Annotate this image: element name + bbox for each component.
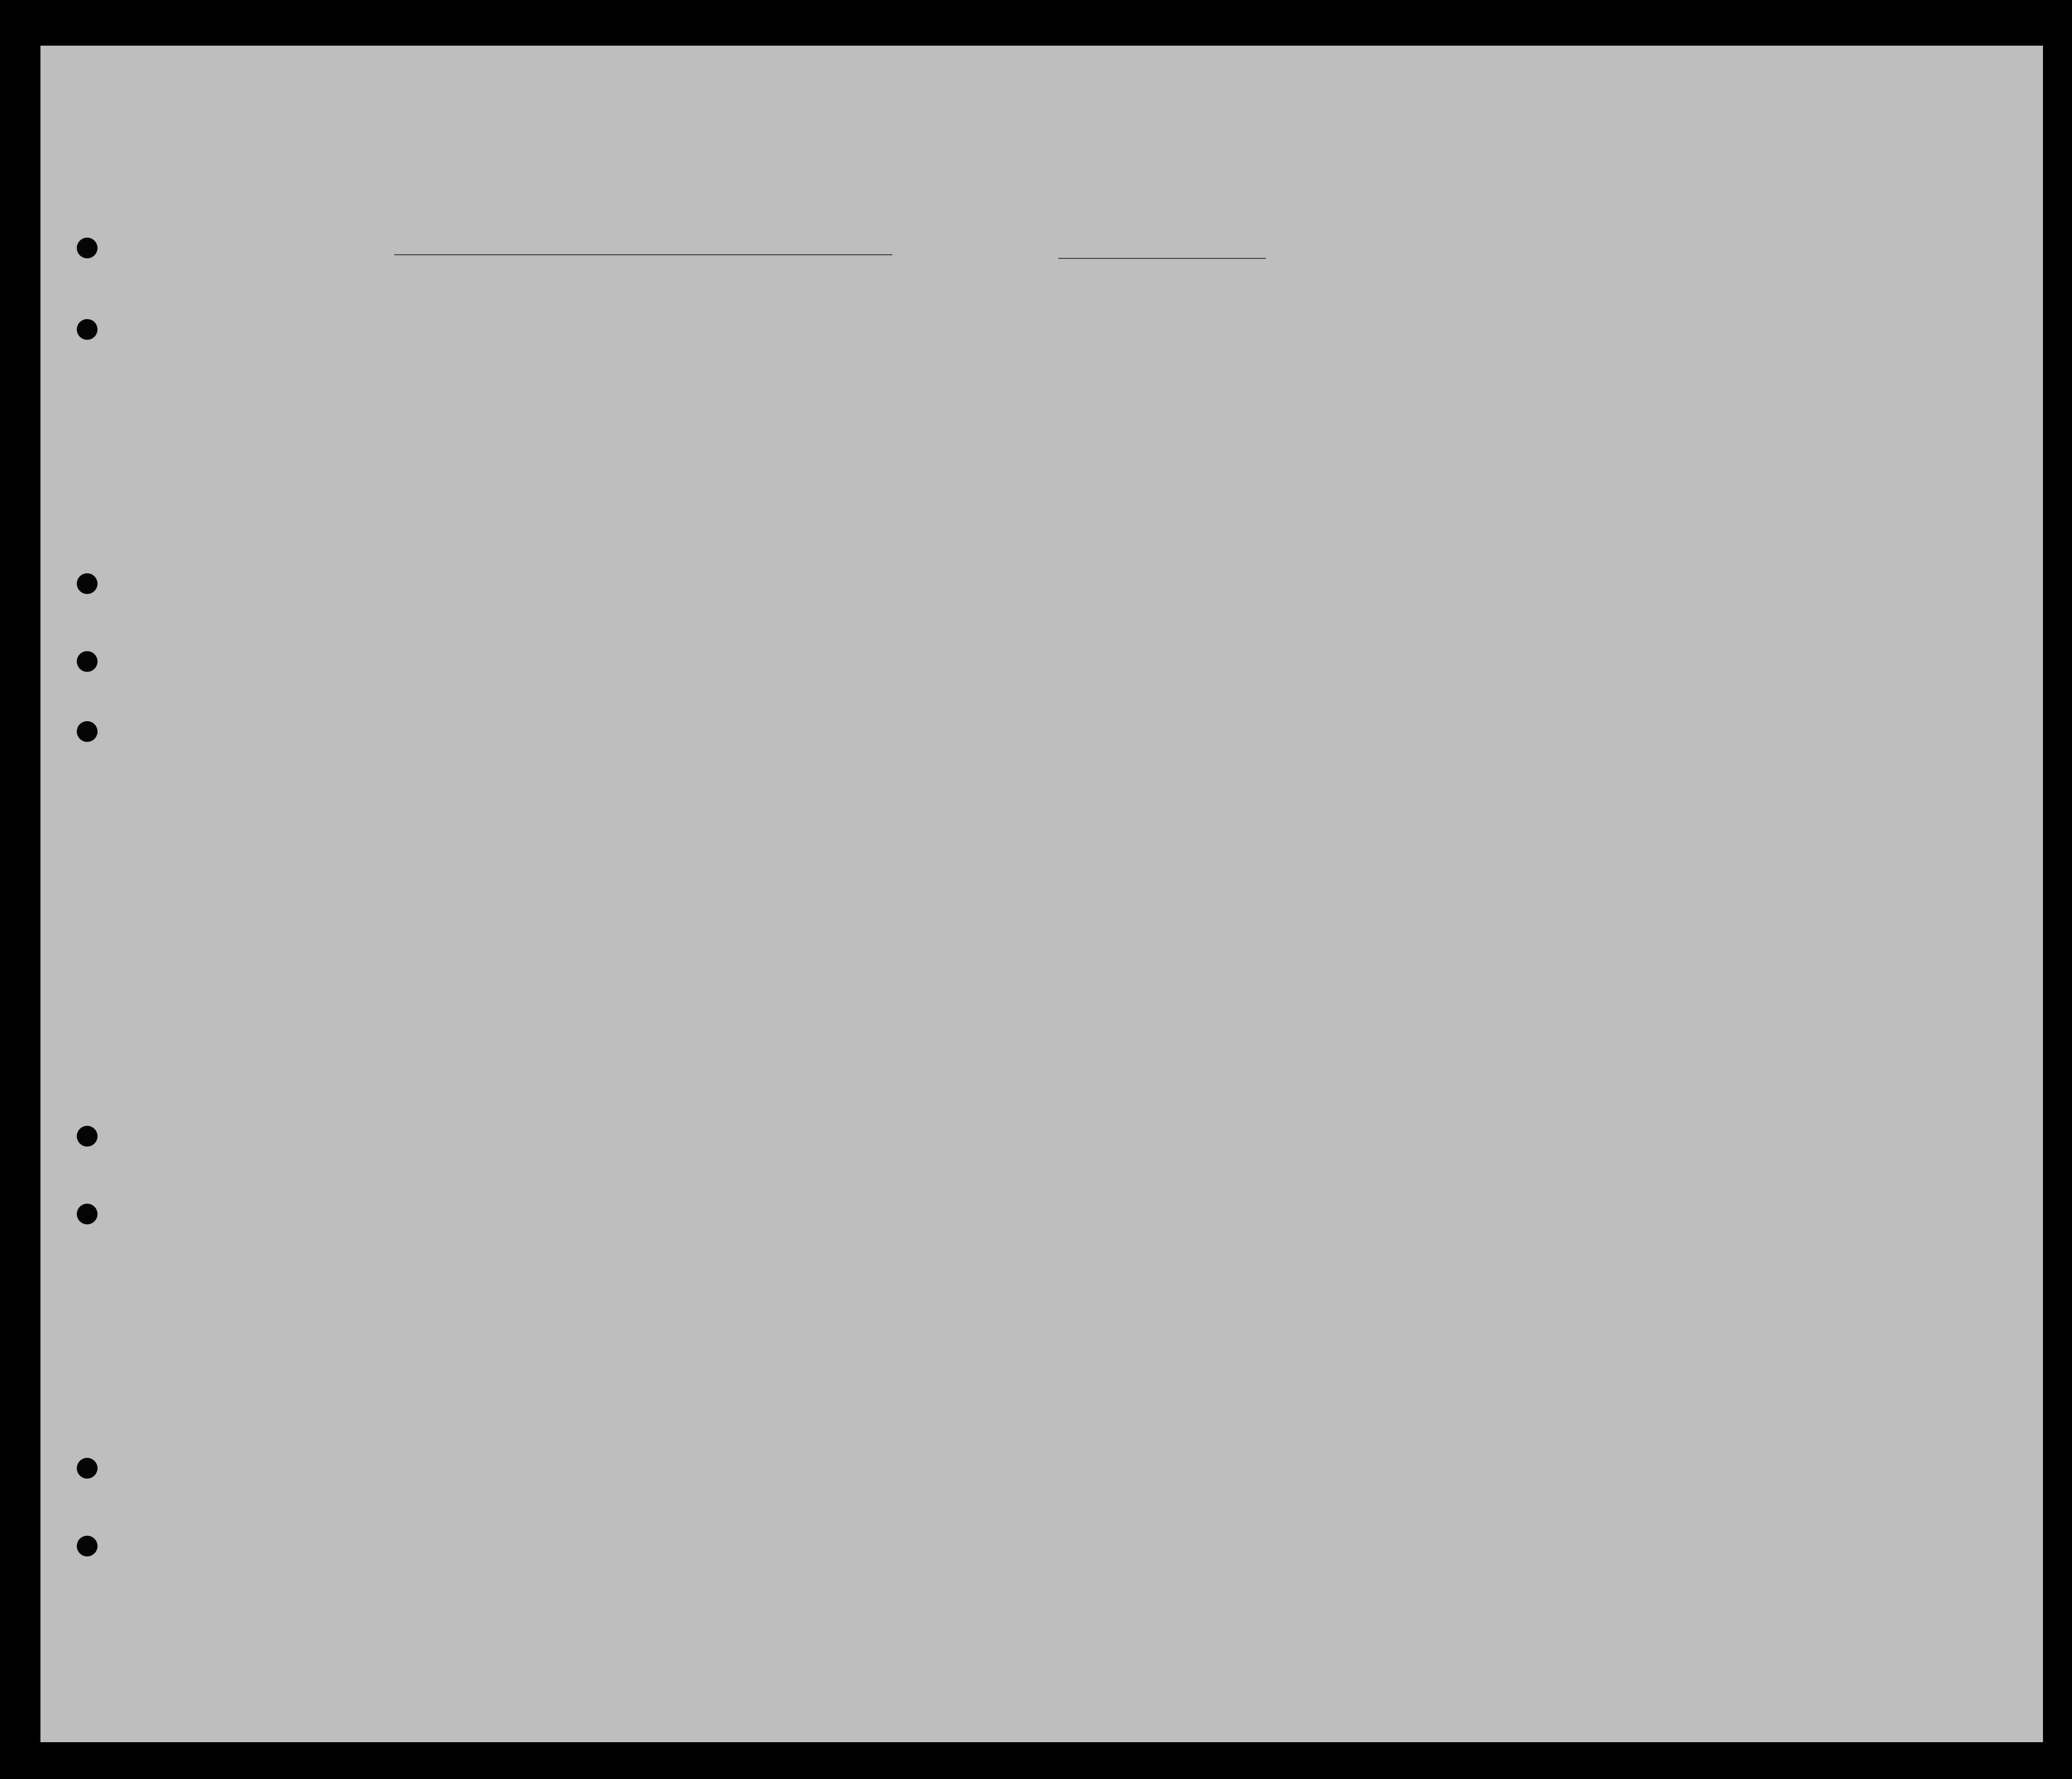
header-prison xyxy=(1332,316,1355,436)
header-deported xyxy=(1523,316,1543,436)
header-purpose-citizen xyxy=(1289,332,1305,436)
header-purpose-length xyxy=(1240,332,1255,436)
header-overthrow xyxy=(1428,316,1464,436)
header-labor-offer xyxy=(1481,316,1507,436)
header-purpose-return xyxy=(1193,332,1214,436)
